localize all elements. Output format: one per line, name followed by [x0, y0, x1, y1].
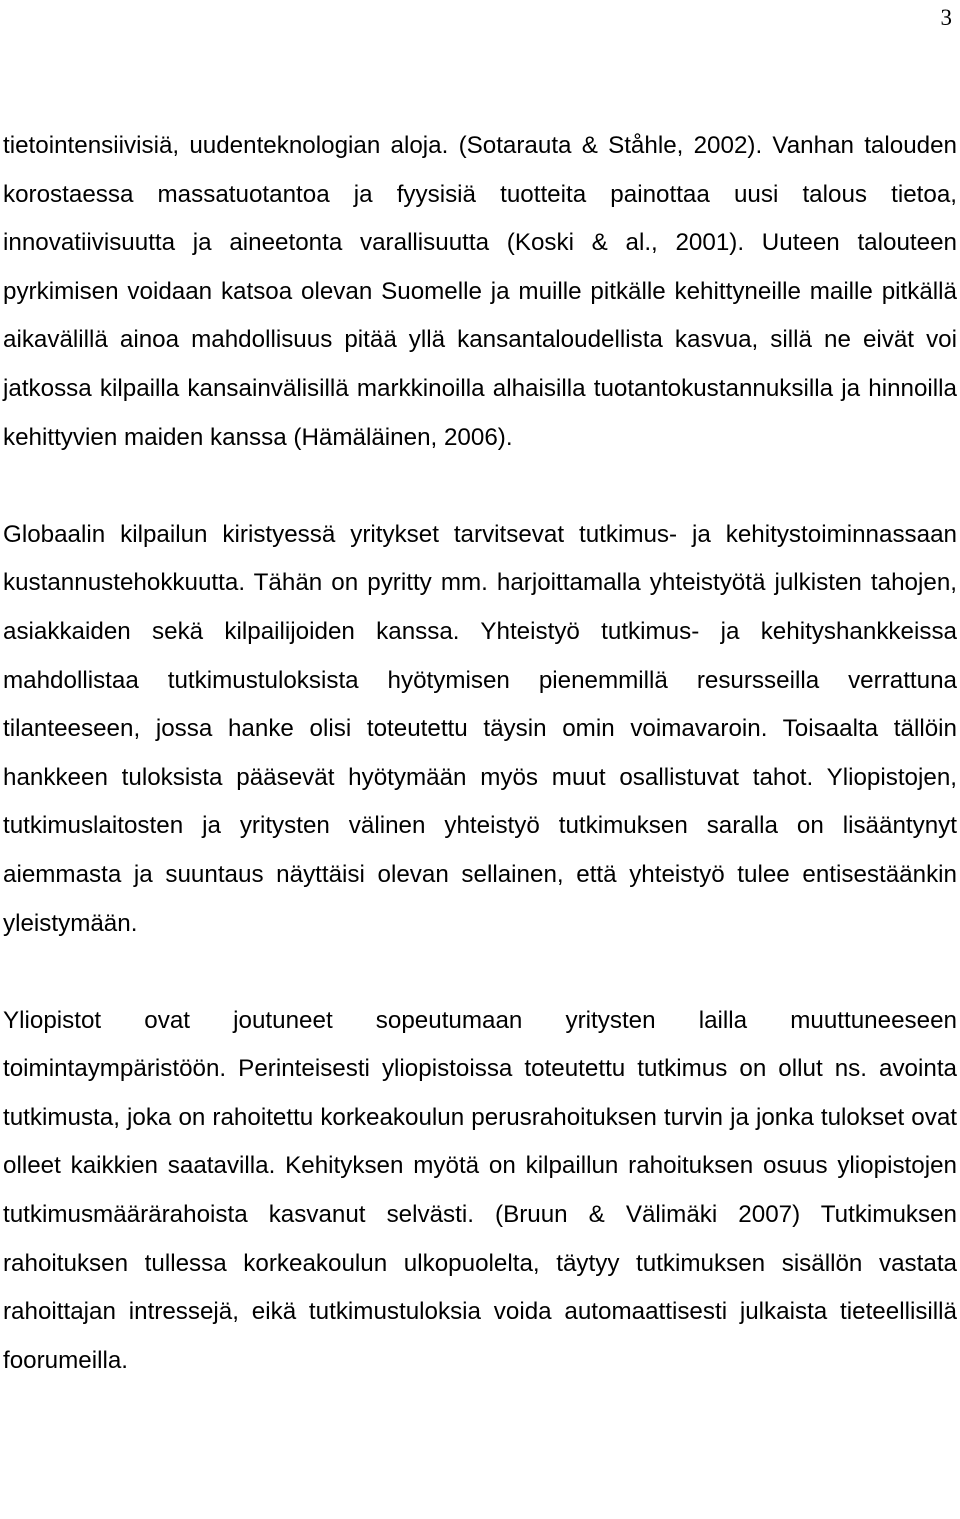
page-number: 3 — [940, 5, 952, 30]
paragraph-2: Globaalin kilpailun kiristyessä yritykset tarvitsevat tutkimus- ja kehitystoiminnassaan kustannustehokkuutta. Tähän on pyritty mm. harjoittamalla yhteistyötä julkisten tahojen, asiakkaiden sekä kilpailijoiden kanssa. Yhteistyö tutkimus- ja kehityshankkeissa mahdollistaa tutkimustuloksista hyötymisen pienemmillä resursseilla verrattuna tilanteeseen, jossa hanke olisi toteutettu täysin omin voimavaroin. Toisaalta tällöin hankkeen tuloksista pääsevät hyötymään myös muut osallistuvat tahot. Yliopistojen, tutkimuslaitosten ja yritysten välinen yhteistyö tutkimuksen saralla on lisääntynyt aiemmasta ja suuntaus näyttäisi olevan sellainen, että yhteistyö tulee entisestäänkin yleistymään. — [3, 520, 957, 937]
paragraph-3: Yliopistot ovat joutuneet sopeutumaan yritysten lailla muuttuneeseen toimintaympäristöön. Perinteisesti yliopistoissa toteutettu tutkimus on ollut ns. avointa tutkimusta, joka on rahoitettu korkeakoulun perusrahoituksen turvin ja jonka tulokset ovat olleet kaikkien saatavilla. Kehityksen myötä on kilpaillun rahoituksen osuus yliopistojen tutkimusmäärärahoista kasvanut selvästi. (Bruun & Välimäki 2007) Tutkimuksen rahoituksen tullessa korkeakoulun ulkopuolelta, täytyy tutkimuksen sisällön vastata rahoittajan intressejä, eikä tutkimustuloksia voida automaattisesti julkaista tieteellisillä foorumeilla. — [3, 1006, 957, 1374]
document-body — [3, 122, 957, 1385]
paragraph-1: tietointensiivisiä, uudenteknologian aloja. (Sotarauta & Ståhle, 2002). Vanhan talouden korostaessa massatuotantoa ja fyysisiä tuotteita painottaa uusi talous tietoa, innovatiivisuutta ja aineetonta varallisuutta (Koski & al., 2001). Uuteen talouteen pyrkimisen voidaan katsoa olevan Suomelle ja muille pitkälle kehittyneille maille pitkällä aikavälillä ainoa mahdollisuus pitää yllä kansantaloudellista kasvua, sillä ne eivät voi jatkossa kilpailla kansainvälisillä markkinoilla alhaisilla tuotantokustannuksilla ja hinnoilla kehittyvien maiden kanssa (Hämäläinen, 2006). — [3, 132, 957, 451]
